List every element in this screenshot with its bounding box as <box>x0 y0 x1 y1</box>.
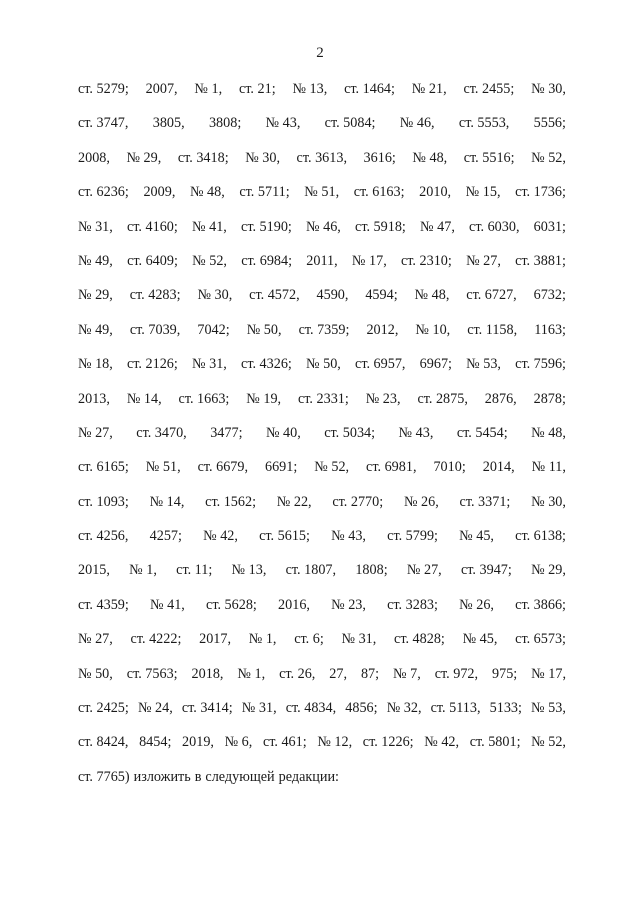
text-line <box>78 457 566 491</box>
text-token: № 41, <box>192 218 227 235</box>
text-token: ст. 972, <box>434 665 479 682</box>
text-token: № 41, <box>150 596 185 613</box>
text-token: № 13, <box>231 562 267 579</box>
text-token: № 51, <box>304 184 340 201</box>
text-line <box>78 492 566 526</box>
text-token: ст. 5454; <box>456 424 508 441</box>
text-token: ст. 6163; <box>353 184 405 201</box>
text-token: ст. 5711; <box>239 184 290 201</box>
text-token: ст. 6957, <box>355 356 406 373</box>
text-token: ст. 3418; <box>177 149 229 166</box>
text-line <box>78 79 566 113</box>
text-token: ст. 5084; <box>324 115 376 132</box>
text-line <box>78 251 566 285</box>
text-token: 7042; <box>197 321 230 338</box>
text-token: № 30, <box>531 493 566 510</box>
text-token: № 46, <box>306 218 341 235</box>
text-token: № 52, <box>531 734 566 751</box>
text-token: № 32, <box>386 700 422 717</box>
text-token: 6967; <box>419 356 452 373</box>
text-token: № 50, <box>78 665 113 682</box>
text-token: ст. 4326; <box>241 356 292 373</box>
text-token: ст. 6138; <box>515 528 566 545</box>
text-token: № 42, <box>424 734 460 751</box>
text-token: № 48, <box>412 149 448 166</box>
text-token: № 49, <box>78 321 113 338</box>
text-line <box>78 182 566 216</box>
text-token: 4856; <box>345 700 378 717</box>
text-token: ст. 6573; <box>515 631 566 648</box>
text-token: ст. 7359; <box>298 321 350 338</box>
text-token: № 11, <box>531 459 566 476</box>
text-token: 3616; <box>363 149 396 166</box>
text-token: 2018, <box>191 665 224 682</box>
text-token: № 26, <box>403 493 439 510</box>
text-token: ст. 5190; <box>241 218 292 235</box>
text-token: № 18, <box>78 356 113 373</box>
text-token: ст. 4256, <box>78 528 129 545</box>
text-token: № 23, <box>365 390 401 407</box>
text-token: 2013, <box>78 390 110 407</box>
text-token: ст. 6409; <box>127 252 178 269</box>
text-token: 2015, <box>78 562 110 579</box>
text-token: ст. 1226; <box>362 734 414 751</box>
text-token: № 46, <box>399 115 435 132</box>
text-token: ст. 5799; <box>387 528 438 545</box>
text-token: № 1, <box>129 562 157 579</box>
text-token: ст. 21; <box>238 81 276 97</box>
text-token: ст. 26, <box>279 665 316 682</box>
text-token: ст. 4834, <box>285 700 337 717</box>
text-token: ст. 1562; <box>205 493 257 510</box>
text-token: № 17, <box>351 252 387 269</box>
text-token: № 27, <box>466 252 501 269</box>
text-token: ст. 3747, <box>78 115 129 132</box>
text-token: 3805, <box>152 115 185 132</box>
text-token: ст. 6165; <box>78 459 129 476</box>
text-token: ст. 5628; <box>206 596 257 613</box>
text-token: ст. 6030, <box>469 218 520 235</box>
text-token: 2011, <box>306 252 338 269</box>
text-token: следующей <box>205 768 275 785</box>
text-token: ст. 1736; <box>515 184 566 201</box>
text-token: № 43, <box>331 528 366 545</box>
text-token: № 52, <box>531 149 566 166</box>
text-token: 2017, <box>199 631 232 648</box>
text-token: № 51, <box>145 459 181 476</box>
text-token: ст. 2126; <box>127 356 178 373</box>
text-token: ст. 5034; <box>324 424 376 441</box>
text-line <box>78 732 566 766</box>
text-token: ст. 6727, <box>466 287 517 304</box>
text-token: 27, <box>329 665 348 682</box>
text-line <box>78 767 566 801</box>
text-token: № 31, <box>341 631 377 648</box>
text-token: ст. 7765) <box>78 768 130 785</box>
text-token: 2010, <box>419 184 452 201</box>
text-token: № 48, <box>189 184 225 201</box>
text-line <box>78 664 566 698</box>
text-token: 4594; <box>365 287 398 304</box>
text-token: № 31, <box>192 356 227 373</box>
text-token: № 13, <box>292 81 328 97</box>
text-token: 1808; <box>355 562 388 579</box>
text-token: ст. 4359; <box>78 596 129 613</box>
text-token: ст. 11; <box>176 562 213 579</box>
text-token: № 24, <box>137 700 173 717</box>
text-token: ст. 4828; <box>394 631 445 648</box>
text-token: № 12, <box>317 734 353 751</box>
text-token: № 23, <box>331 596 366 613</box>
text-token: 2012, <box>366 321 399 338</box>
text-line <box>78 113 566 147</box>
text-line <box>78 354 566 388</box>
text-token: ст. 4160; <box>127 218 178 235</box>
text-token: № 42, <box>203 528 238 545</box>
text-token: ст. 2310; <box>400 252 452 269</box>
text-token: № 49, <box>78 252 113 269</box>
text-token: ст. 3371; <box>459 493 511 510</box>
text-token: № 1, <box>194 81 223 97</box>
body-text <box>78 79 566 801</box>
text-token: ст. 3881; <box>515 252 566 269</box>
text-token: ст. 2331; <box>297 390 349 407</box>
text-token: 2008, <box>78 149 110 166</box>
text-token: 8454; <box>139 734 172 751</box>
text-token: ст. 5801; <box>469 734 521 751</box>
text-token: ст. 7563; <box>126 665 178 682</box>
text-token: ст. 5615; <box>259 528 310 545</box>
text-token: 6691; <box>264 459 298 476</box>
text-token: ст. 461; <box>262 734 307 751</box>
text-token: 5556; <box>533 115 566 132</box>
text-line <box>78 389 566 423</box>
text-token: № 19, <box>246 390 282 407</box>
text-token: 3808; <box>208 115 242 132</box>
text-token: ст. 4222; <box>130 631 182 648</box>
text-token: 2019, <box>182 734 214 751</box>
text-token: ст. 2875, <box>417 390 468 407</box>
text-token: 2016, <box>278 596 310 613</box>
text-token: ст. 7596; <box>515 356 566 373</box>
text-token: № 27, <box>78 424 113 441</box>
text-line <box>78 595 566 629</box>
text-line <box>78 423 566 457</box>
text-token: ст. 5279; <box>78 81 129 97</box>
text-token: 2007, <box>145 81 178 97</box>
text-token: № 52, <box>314 459 350 476</box>
text-token: ст. 6984; <box>241 252 293 269</box>
text-token: № 17, <box>531 665 566 682</box>
text-token: ст. 1093; <box>78 493 129 510</box>
text-token: № 45, <box>459 528 494 545</box>
text-token: № 43, <box>265 115 301 132</box>
text-token: № 29, <box>531 562 566 579</box>
text-token: ст. 4572, <box>249 287 300 304</box>
text-token: № 50, <box>306 356 341 373</box>
text-token: 4257; <box>149 528 182 545</box>
text-token: № 26, <box>459 596 494 613</box>
text-token: ст. 7039, <box>129 321 181 338</box>
text-token: ст. 5553, <box>458 115 510 132</box>
text-token: ст. 2455; <box>463 81 515 97</box>
text-token: № 29, <box>126 149 162 166</box>
text-token: 6732; <box>533 287 566 304</box>
text-line <box>78 526 566 560</box>
text-token: 3477; <box>210 424 243 441</box>
text-token: изложить <box>133 768 191 785</box>
text-token: № 6, <box>224 734 253 751</box>
text-token: 5133; <box>489 700 522 717</box>
text-token: ст. 5113, <box>430 700 481 717</box>
text-line <box>78 698 566 732</box>
text-token: № 48, <box>414 287 450 304</box>
text-token: ст. 3947; <box>460 562 512 579</box>
text-token: 2878; <box>533 390 566 407</box>
text-token: № 15, <box>465 184 501 201</box>
text-token: № 10, <box>415 321 451 338</box>
text-line <box>78 217 566 251</box>
text-token: ст. 1807, <box>285 562 337 579</box>
text-line <box>78 148 566 182</box>
text-line <box>78 629 566 663</box>
text-token: ст. 5516; <box>463 149 515 166</box>
text-token: ст. 3866; <box>515 596 566 613</box>
text-token: ст. 5918; <box>355 218 406 235</box>
text-token: № 7, <box>393 665 421 682</box>
text-token: № 31, <box>241 700 277 717</box>
text-token: ст. 6236; <box>78 184 129 201</box>
text-token: 7010; <box>433 459 466 476</box>
text-token: № 27, <box>406 562 442 579</box>
text-token: 2876, <box>484 390 517 407</box>
text-token: № 30, <box>245 149 281 166</box>
page-number: 2 <box>316 45 324 61</box>
text-token: ст. 1158, <box>467 321 518 338</box>
text-token: ст. 3613, <box>296 149 347 166</box>
text-token: ст. 8424, <box>78 734 129 751</box>
text-token: ст. 1663; <box>178 390 230 407</box>
text-token: ст. 6679, <box>197 459 249 476</box>
text-token: 2009, <box>143 184 176 201</box>
text-token: в <box>194 768 202 785</box>
text-token: № 30, <box>531 81 566 97</box>
text-token: ст. 3283; <box>387 596 438 613</box>
text-line <box>78 320 566 354</box>
text-token: № 14, <box>149 493 185 510</box>
text-token: № 21, <box>411 81 447 97</box>
text-token: № 31, <box>78 218 113 235</box>
text-line <box>78 560 566 594</box>
text-token: № 43, <box>398 424 434 441</box>
text-token: 2014, <box>482 459 515 476</box>
text-token: № 47, <box>420 218 455 235</box>
text-token: № 53, <box>531 700 566 717</box>
text-token: № 29, <box>78 287 113 304</box>
text-token: № 52, <box>192 252 227 269</box>
text-token: № 53, <box>466 356 501 373</box>
text-token: ст. 4283; <box>129 287 181 304</box>
text-token: 6031; <box>533 218 566 235</box>
text-token: ст. 6; <box>294 631 324 648</box>
text-token: ст. 2425; <box>78 700 129 717</box>
text-token: № 40, <box>265 424 301 441</box>
text-token: № 22, <box>276 493 312 510</box>
text-line <box>78 285 566 319</box>
text-token: № 48, <box>531 424 566 441</box>
text-token: № 1, <box>237 665 266 682</box>
text-token: № 27, <box>78 631 113 648</box>
text-token: № 50, <box>246 321 282 338</box>
text-token: 4590, <box>316 287 349 304</box>
text-token: № 30, <box>197 287 233 304</box>
text-token: № 45, <box>462 631 498 648</box>
text-token: 87; <box>360 665 380 682</box>
text-token: ст. 3414; <box>181 700 233 717</box>
text-token: 975; <box>492 665 518 682</box>
text-token: ст. 2770; <box>332 493 384 510</box>
text-token: ст. 3470, <box>136 424 187 441</box>
text-token: редакции: <box>278 768 339 785</box>
text-token: 1163; <box>534 321 566 338</box>
text-token: ст. 6981, <box>366 459 417 476</box>
text-token: № 1, <box>248 631 277 648</box>
text-token: № 14, <box>126 390 162 407</box>
text-token: ст. 1464; <box>344 81 395 97</box>
